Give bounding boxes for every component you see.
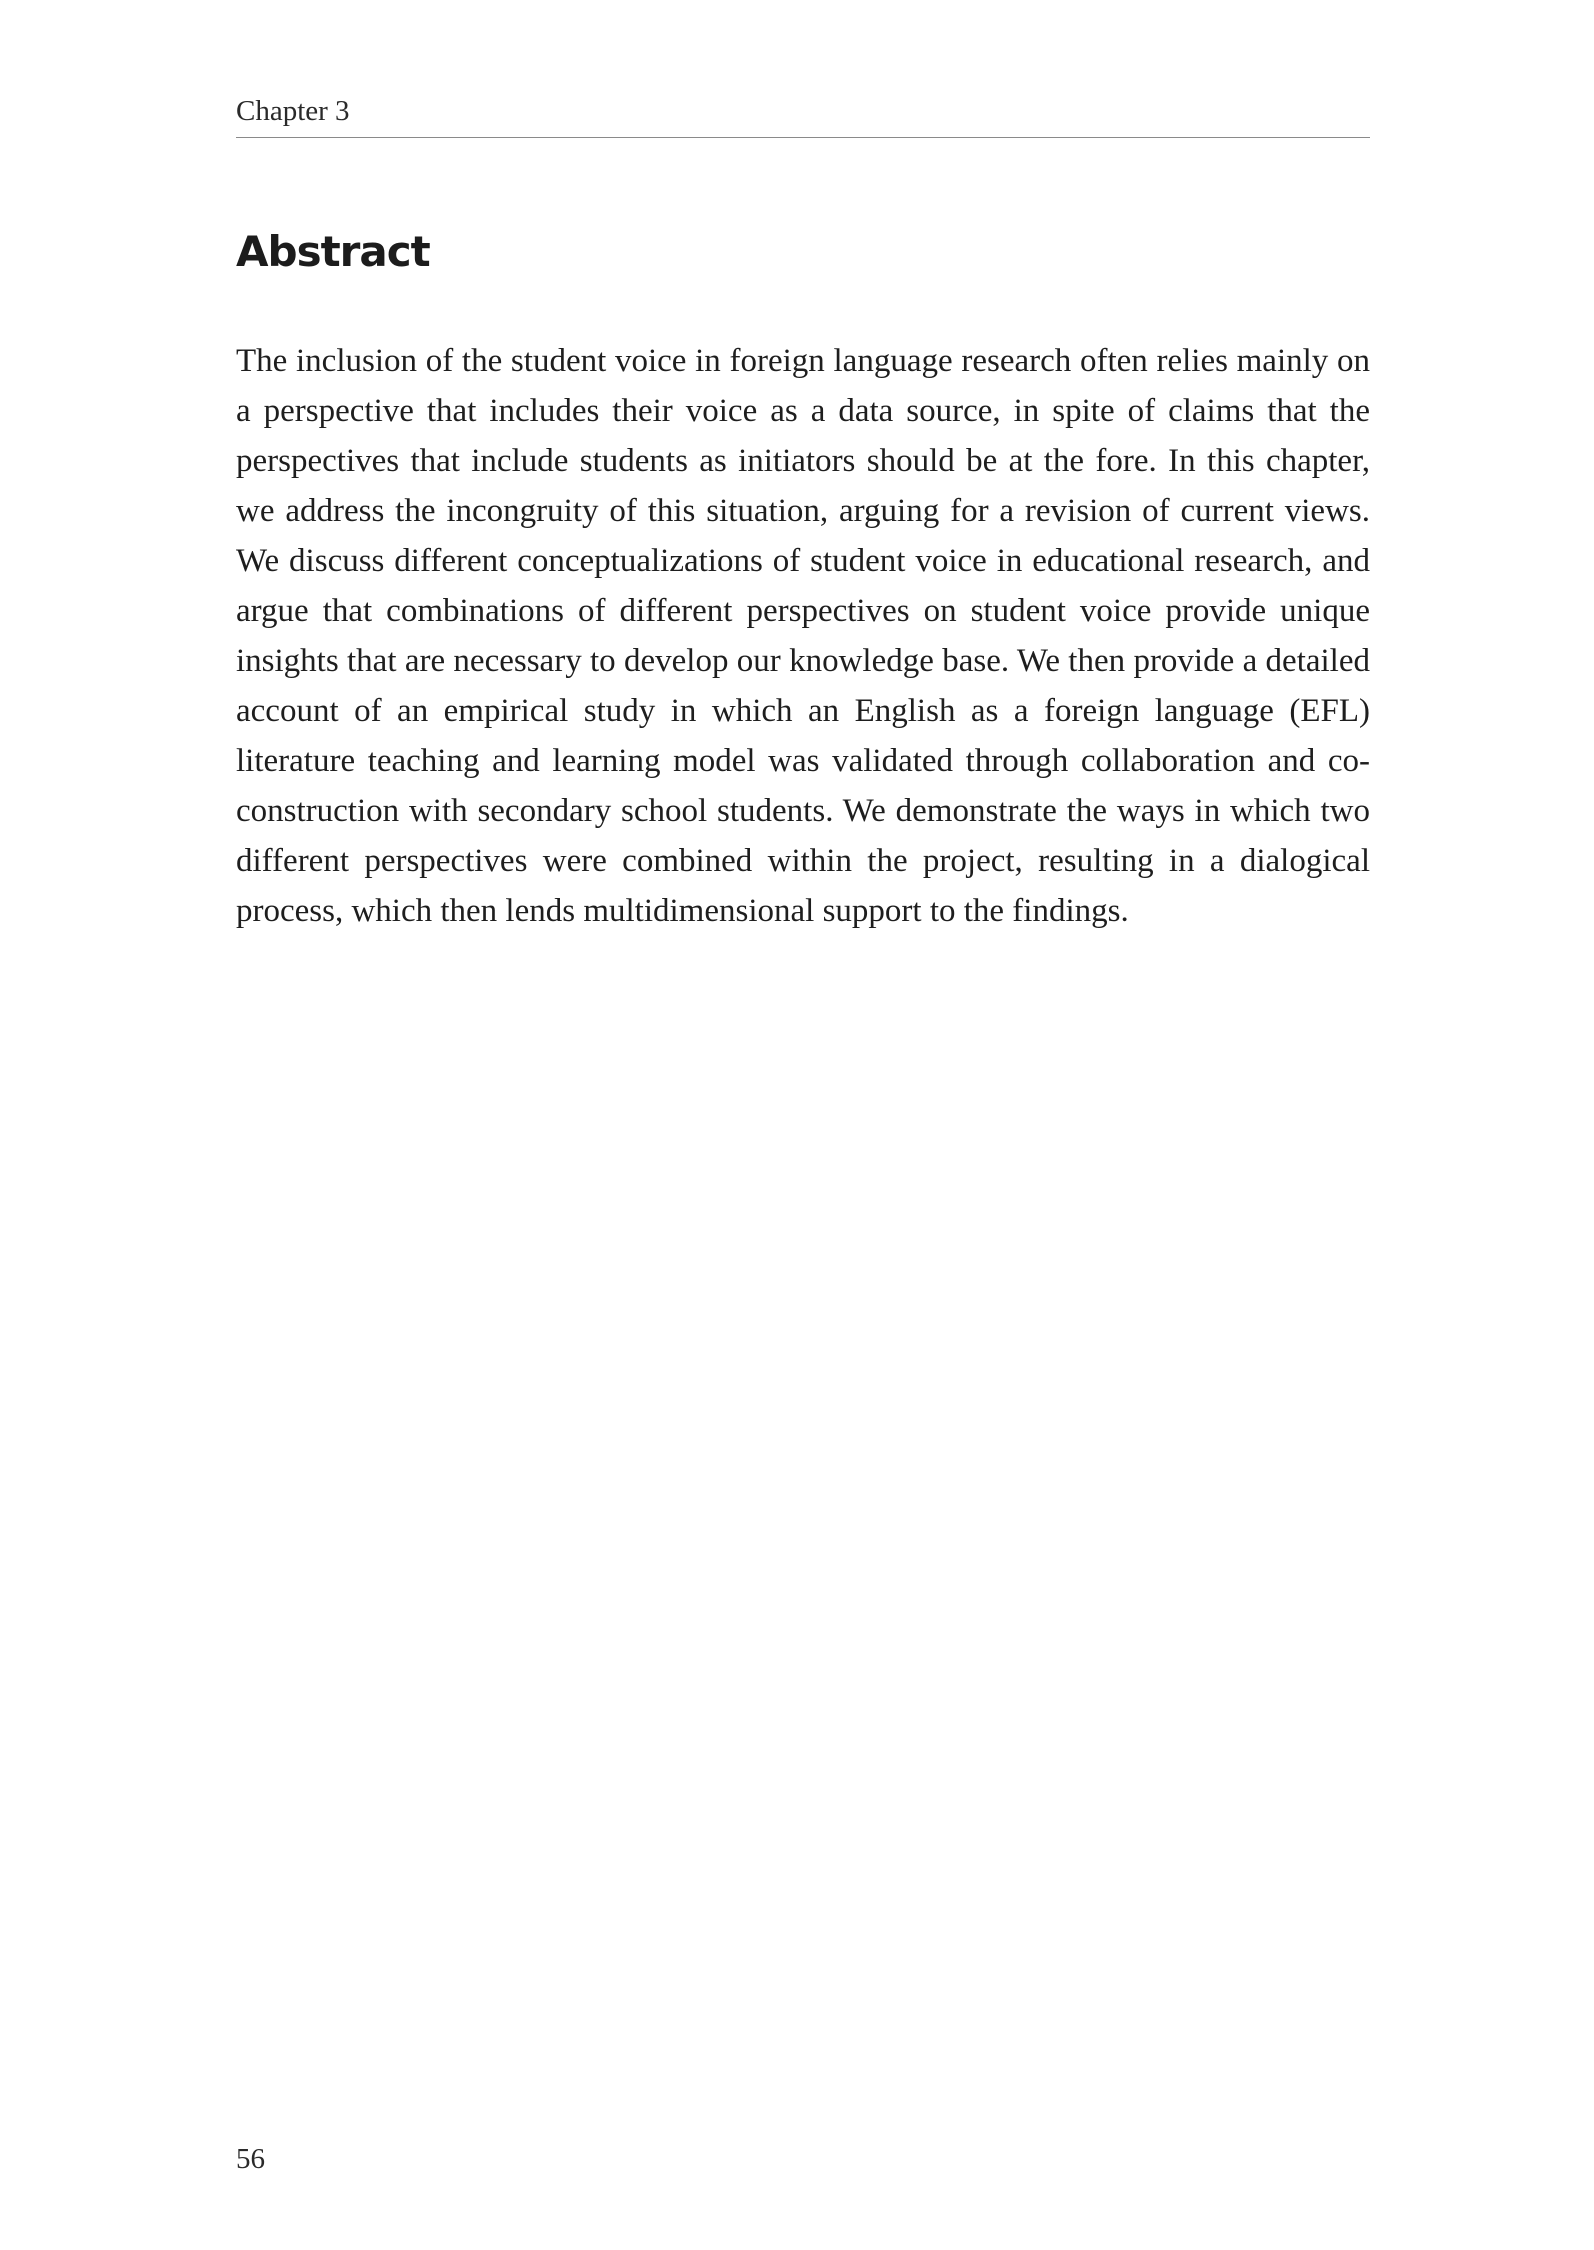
running-header — [236, 94, 1370, 138]
section-title: Abstract — [236, 227, 430, 276]
running-header-title: Chapter 3 — [236, 95, 350, 127]
page-number: 56 — [236, 2143, 265, 2175]
abstract-paragraph: The inclusion of the student voice in foreign language research often relies mainly on a perspective that includes their voice as a data source, in spite of claims that the perspectives that include students as initiators should be at the fore. In this chapter, we address the incongruity of this situation, arguing for a revision of current views. We discuss different conceptualizations of student voice in educational research, and argue that combinations of different perspectives on student voice provide unique insights that are necessary to develop our knowledge base. We then provide a detailed account of an empirical study in which an English as a foreign language (EFL) literature teaching and learning model was validated through collaboration and co-construction with secondary school students. We demonstrate the ways in which two different perspectives were combined within the project, resulting in a dialogical process, which then lends multidimensional support to the findings. — [236, 343, 1370, 929]
